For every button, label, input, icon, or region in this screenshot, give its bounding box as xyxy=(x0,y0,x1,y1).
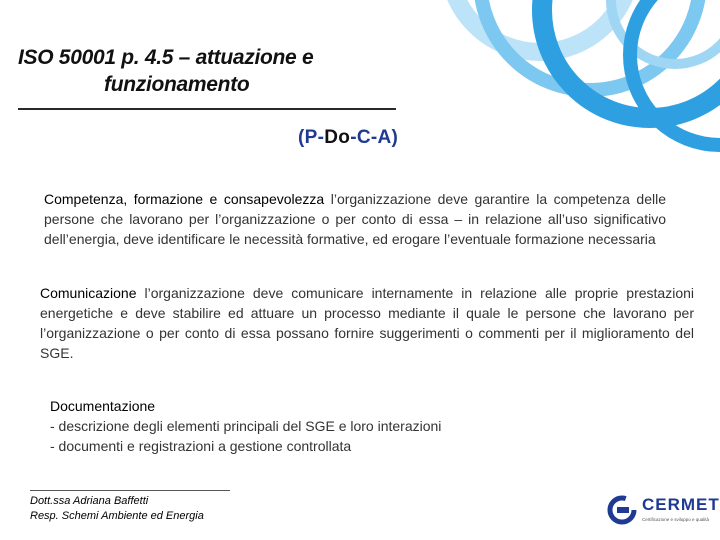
pdca-p: (P xyxy=(298,127,318,148)
list-item: - documenti e registrazioni a gestione controllata xyxy=(50,438,352,454)
documentazione-heading: Documentazione xyxy=(50,398,156,414)
blue-arcs-decoration xyxy=(420,0,720,160)
paragraph-competenza xyxy=(44,189,666,249)
pdca-c: C xyxy=(356,127,371,148)
pdca-sep1: - xyxy=(317,127,325,148)
paragraph-lead: Competenza, formazione e consapevolezza xyxy=(44,191,325,207)
documentazione-block xyxy=(50,396,570,456)
slide-title-line2: funzionamento xyxy=(104,73,250,96)
list-item: - descrizione degli elementi principali del SGE e loro interazioni xyxy=(50,418,442,434)
pdca-label xyxy=(298,127,398,149)
logo-tagline: Certificazione e sviluppo e qualità xyxy=(642,517,710,522)
paragraph-lead: Comunicazione xyxy=(40,285,137,301)
pdca-sep3: - xyxy=(370,127,378,148)
footer-author xyxy=(30,494,204,524)
pdca-do: Do xyxy=(324,127,351,148)
title-divider xyxy=(18,108,396,110)
paragraph-text: l’organizzazione deve comunicare internamente in relazione alle proprie prestazioni energetiche e deve stabilire ed attuare un processo mediante il quale le persone che lavorano per l’organizzazione o per conto di essa possano fornire suggerimenti o commenti per il miglioramento del SGE. xyxy=(40,285,694,361)
paragraph-comunicazione xyxy=(40,283,694,363)
cermet-logo xyxy=(606,492,720,530)
author-role: Resp. Schemi Ambiente ed Energia xyxy=(30,510,204,522)
pdca-a: A) xyxy=(377,127,399,148)
slide-title xyxy=(18,44,398,98)
footer-divider xyxy=(30,490,230,491)
slide-title-line1: ISO 50001 p. 4.5 – attuazione e xyxy=(18,46,314,69)
author-name: Dott.ssa Adriana Baffetti xyxy=(30,495,149,507)
paragraph-text: l’organizzazione deve garantire la competenza delle persone che lavorano per l’organizzazione o per conto di essa – in relazione all’uso significativo dell’energia, deve identificare le necessità formative, ed erogare l’eventuale formazione necessaria xyxy=(44,191,666,247)
pdca-sep2: - xyxy=(350,127,357,148)
cermet-logo-icon xyxy=(606,494,638,526)
logo-name: CERMET xyxy=(642,495,720,514)
